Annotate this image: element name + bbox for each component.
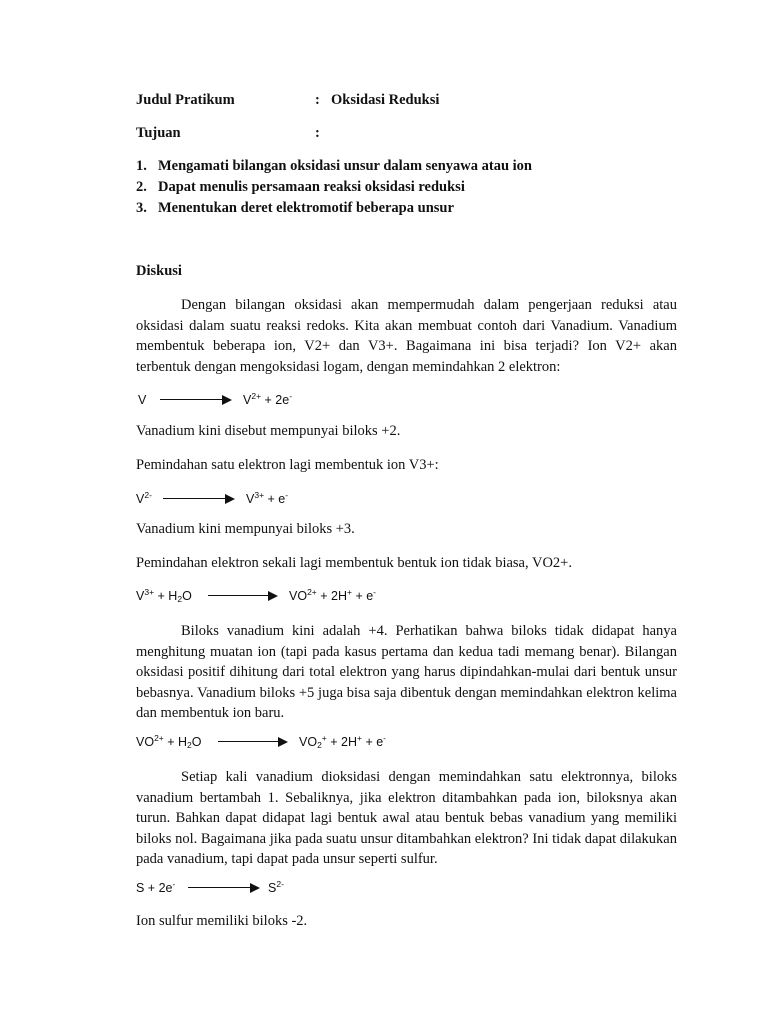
sentence-vo2: Pemindahan elektron sekali lagi membentuk bentuk ion tidak biasa, VO2+. (136, 555, 572, 571)
paragraph-3 (136, 767, 677, 870)
reaction-arrow-icon (208, 591, 278, 601)
equation-right: $VO^{2+} + 2H^+ + e^-$ (289, 587, 377, 603)
paragraph-line: Setiap kali vanadium dioksidasi dengan memindahkan satu elektronnya, biloks (181, 769, 677, 785)
judul-label: Judul Pratikum (136, 92, 235, 108)
objective-number: 2. (136, 179, 147, 195)
reaction-arrow-icon (160, 395, 232, 405)
judul-colon: : (315, 92, 320, 108)
paragraph-line: pada vanadium, tapi dapat pada unsur seperti sulfur. (136, 851, 438, 867)
paragraph-line: membentuk beberapa ion, V2+ dan V3+. Bagaimana ini bisa terjadi? Ion V2+ akan (136, 338, 677, 354)
judul-value: Oksidasi Reduksi (331, 92, 440, 108)
paragraph-line: menghitung muatan ion (tapi pada kasus pertama dan kedua tadi memang benar). Bilangan (136, 643, 677, 660)
equation-right: $V^{3+} + e^-$ (246, 490, 289, 506)
paragraph-line: vanadium bertambah 1. Sebaliknya, jika elektron ditambahkan pada ion, biloksnya akan (136, 789, 677, 806)
sentence-ion-v3: Pemindahan satu elektron lagi membentuk ion V3+: (136, 457, 439, 473)
diskusi-heading: Diskusi (136, 263, 182, 279)
paragraph-line: terbentuk dengan mengoksidasi logam, dengan memindahkan 2 elektron: (136, 358, 561, 375)
paragraph-line: oksidasi positif dihitung dari total elektron yang harus dipindahkan-mulai dari bentuk unsur (136, 664, 677, 680)
equation-right: $VO_2^+ + 2H^+ + e^-$ (299, 733, 387, 750)
tujuan-label: Tujuan (136, 125, 181, 141)
paragraph-line: bebasnya. Vanadium biloks +5 juga bisa saja dibentuk dengan memindahkan elektron kelima (136, 684, 677, 701)
sentence-biloks-3: Vanadium kini mempunyai biloks +3. (136, 521, 355, 537)
paragraph-line: Dengan bilangan oksidasi akan mempermudah dalam pengerjaan reduksi atau (181, 297, 677, 313)
equation-right: $V^{2+} + 2e^-$ (243, 391, 293, 407)
equation-left: S + 2e- (136, 879, 176, 895)
equation-left: $V^{3+} + H_2O$ (136, 587, 192, 604)
paragraph-line: biloks nol. Bagaimana jika pada suatu unsur ditambahkan elektron? Ini tidak dapat dilakukan (136, 830, 677, 847)
objective-number: 1. (136, 158, 147, 174)
tujuan-colon: : (315, 125, 320, 141)
objective-text: Mengamati bilangan oksidasi unsur dalam senyawa atau ion (158, 158, 532, 174)
equation-left: $V^{2-}$ (136, 490, 152, 506)
equation-left: V (138, 393, 147, 407)
objective-number: 3. (136, 200, 147, 216)
paragraph-1 (136, 295, 677, 377)
paragraph-line: Biloks vanadium kini adalah +4. Perhatikan bahwa biloks tidak didapat hanya (181, 623, 677, 639)
paragraph-2 (136, 621, 677, 724)
paragraph-line: dan membentuk ion baru. (136, 705, 285, 721)
objective-text: Menentukan deret elektromotif beberapa unsur (158, 200, 454, 216)
equation-left: $VO^{2+} + H_2O$ (136, 733, 202, 750)
reaction-arrow-icon (163, 494, 235, 504)
paragraph-line: oksidasi dalam suatu reaksi redoks. Kita akan membuat contoh dari Vanadium. Vanadium (136, 317, 677, 334)
equation-right: $S^{2-}$ (268, 879, 284, 895)
reaction-arrow-icon (188, 883, 260, 893)
sentence-sulfur-biloks: Ion sulfur memiliki biloks -2. (136, 913, 308, 929)
paragraph-line: turun. Bahkan dapat didapat lagi bentuk awal atau bentuk bebas vanadium yang memiliki (136, 810, 677, 826)
sentence-biloks-2: Vanadium kini disebut mempunyai biloks +2. (136, 423, 401, 439)
objective-text: Dapat menulis persamaan reaksi oksidasi reduksi (158, 179, 465, 195)
reaction-arrow-icon (218, 737, 288, 747)
